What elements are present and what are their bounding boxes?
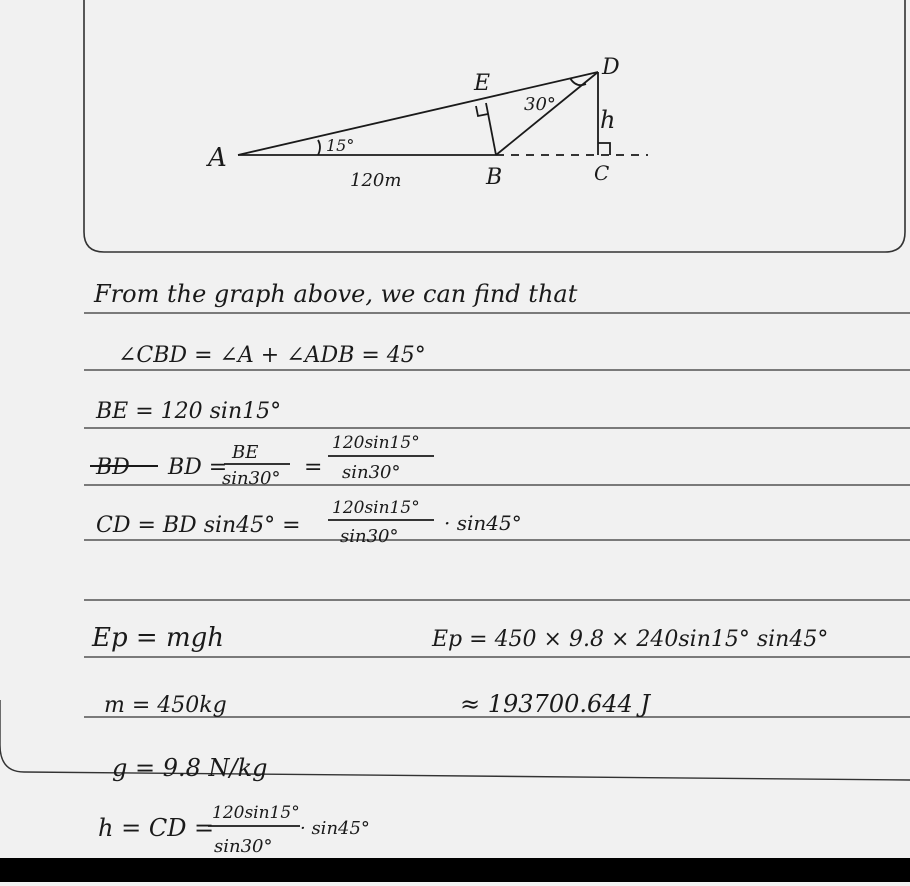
cd-suffix: · sin45° xyxy=(444,511,522,535)
bd-eq: = xyxy=(304,455,323,480)
angle-arc-d xyxy=(570,78,586,85)
label-b: B xyxy=(486,165,503,190)
solution-lines xyxy=(90,280,828,857)
label-h: h xyxy=(600,106,616,134)
bd-frac2-den: sin30° xyxy=(342,462,401,483)
bd-frac1-num: BE xyxy=(232,442,259,463)
bd-frac1-den: sin30° xyxy=(222,468,281,489)
ep-calc: Ep = 450 × 9.8 × 240sin15° sin45° xyxy=(432,627,829,652)
result-line: ≈ 193700.644 J xyxy=(460,690,651,718)
h-frac-num: 120sin15° xyxy=(212,803,300,823)
bd-frac2-num: 120sin15° xyxy=(332,433,420,453)
label-base: 120m xyxy=(350,170,402,191)
cd-frac-num: 120sin15° xyxy=(332,498,420,518)
label-e: E xyxy=(474,71,491,96)
cd-frac-den: sin30° xyxy=(340,526,399,547)
triangle-diagram xyxy=(206,55,648,191)
label-d: D xyxy=(602,55,620,80)
h-frac-den: sin30° xyxy=(214,836,273,857)
label-c: C xyxy=(594,161,610,185)
gravity-line: g = 9.8 N/kg xyxy=(112,754,268,782)
label-a: A xyxy=(208,143,227,173)
label-angle-d: 30° xyxy=(524,94,556,115)
intro-line: From the graph above, we can find that xyxy=(94,280,578,308)
bottom-black-bar xyxy=(0,858,910,882)
mass-line: m = 450kg xyxy=(104,693,227,718)
segment-be xyxy=(486,103,496,155)
ep-formula: Ep = mgh xyxy=(92,623,224,653)
diagram-frame xyxy=(84,0,905,252)
right-angle-c xyxy=(598,143,610,155)
struck-text: BD xyxy=(96,455,130,480)
angle-cbd-line: ∠CBD = ∠A + ∠ADB = 45° xyxy=(118,343,426,368)
bd-prefix: BD = xyxy=(168,455,228,480)
angle-arc-a xyxy=(318,140,320,155)
cd-prefix: CD = BD sin45° = xyxy=(96,513,301,538)
be-line: BE = 120 sin15° xyxy=(96,399,282,424)
h-prefix: h = CD = xyxy=(98,814,215,842)
h-suffix: · sin45° xyxy=(300,818,370,839)
label-angle-a: 15° xyxy=(326,136,355,155)
